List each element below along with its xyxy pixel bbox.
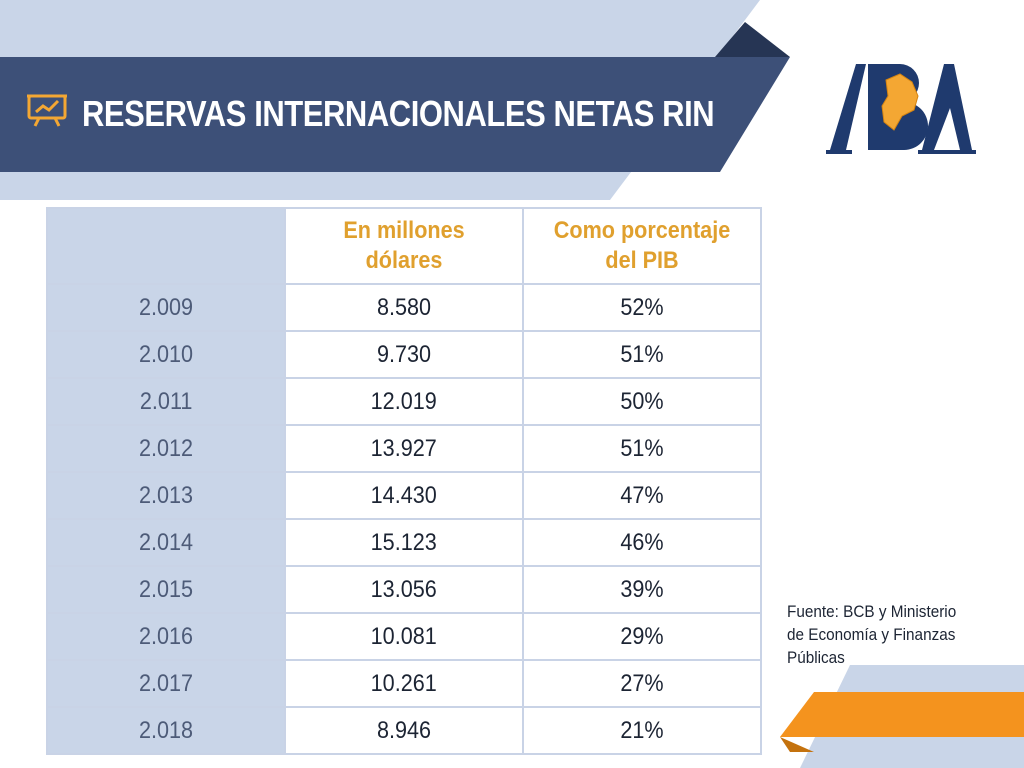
millions-cell: 10.261 [285, 660, 523, 707]
millions-cell: 13.056 [285, 566, 523, 613]
table-row [47, 331, 761, 378]
millions-cell: 9.730 [285, 331, 523, 378]
percent-cell: 21% [523, 707, 761, 754]
rin-table [46, 207, 762, 755]
aba-logo [826, 58, 976, 158]
millions-cell: 8.580 [285, 284, 523, 331]
percent-cell: 46% [523, 519, 761, 566]
millions-cell: 8.946 [285, 707, 523, 754]
percent-cell: 51% [523, 425, 761, 472]
percent-cell: 29% [523, 613, 761, 660]
source-line: Fuente: BCB y Ministerio [787, 602, 957, 621]
header-corner [47, 208, 285, 284]
header-millions: En millones dólares [285, 208, 523, 284]
percent-cell: 51% [523, 331, 761, 378]
title-bar [0, 57, 800, 172]
percent-cell: 39% [523, 566, 761, 613]
table-row [47, 425, 761, 472]
year-cell: 2.014 [47, 519, 285, 566]
percent-cell: 27% [523, 660, 761, 707]
page-title: RESERVAS INTERNACIONALES NETAS RIN [82, 93, 715, 134]
presentation-chart-icon [27, 93, 69, 127]
source-line: Públicas [787, 648, 845, 667]
table-row [47, 519, 761, 566]
table-row [47, 660, 761, 707]
year-cell: 2.010 [47, 331, 285, 378]
table-row [47, 613, 761, 660]
millions-cell: 13.927 [285, 425, 523, 472]
percent-cell: 50% [523, 378, 761, 425]
table-row [47, 378, 761, 425]
year-cell: 2.016 [47, 613, 285, 660]
year-cell: 2.012 [47, 425, 285, 472]
millions-cell: 15.123 [285, 519, 523, 566]
year-cell: 2.018 [47, 707, 285, 754]
footer-decoration [770, 665, 1024, 768]
table-row [47, 566, 761, 613]
year-cell: 2.013 [47, 472, 285, 519]
millions-cell: 14.430 [285, 472, 523, 519]
percent-cell: 47% [523, 472, 761, 519]
header-percent: Como porcentaje del PIB [523, 208, 761, 284]
table-row [47, 472, 761, 519]
source-line: de Economía y Finanzas [787, 625, 956, 644]
year-cell: 2.009 [47, 284, 285, 331]
year-cell: 2.015 [47, 566, 285, 613]
table-row [47, 707, 761, 754]
year-cell: 2.011 [47, 378, 285, 425]
millions-cell: 10.081 [285, 613, 523, 660]
millions-cell: 12.019 [285, 378, 523, 425]
year-cell: 2.017 [47, 660, 285, 707]
source-note [787, 600, 1012, 669]
table-row [47, 284, 761, 331]
table-header-row [47, 208, 761, 284]
percent-cell: 52% [523, 284, 761, 331]
